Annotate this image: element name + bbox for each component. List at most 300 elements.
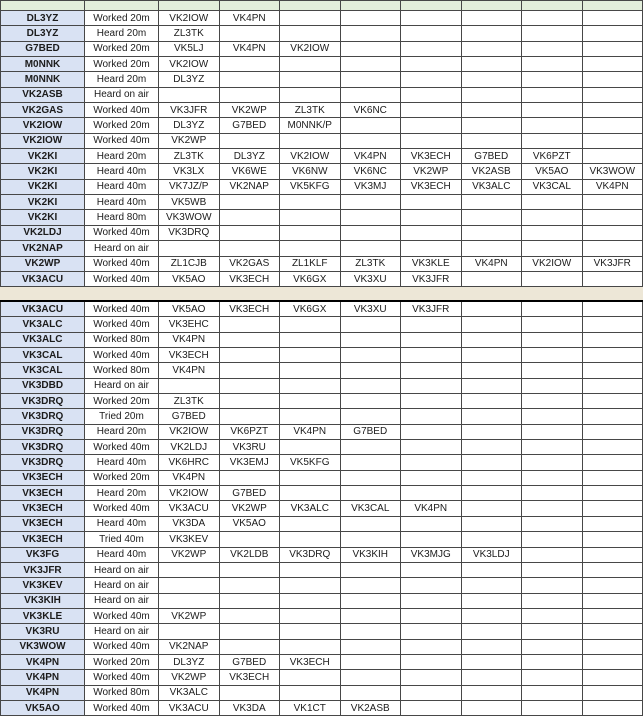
status-cell: Tried 40m xyxy=(85,532,159,547)
contact-cell xyxy=(401,241,462,256)
contact-cell xyxy=(582,532,643,547)
contact-cell xyxy=(401,470,462,485)
contact-cell xyxy=(461,700,522,715)
table-row xyxy=(1,470,643,485)
status-cell: Heard on air xyxy=(85,87,159,102)
contact-cell xyxy=(522,516,583,531)
status-cell: Heard 40m xyxy=(85,455,159,470)
contact-cell xyxy=(219,195,280,210)
contact-cell xyxy=(582,455,643,470)
contact-cell xyxy=(401,118,462,133)
contact-cell xyxy=(582,486,643,501)
contact-cell xyxy=(461,578,522,593)
table-row xyxy=(1,87,643,102)
status-cell: Worked 40m xyxy=(85,501,159,516)
contact-cell xyxy=(401,195,462,210)
contact-cell: ZL1KLF xyxy=(280,256,341,271)
contact-cell xyxy=(401,424,462,439)
contact-cell xyxy=(340,593,401,608)
contact-cell xyxy=(461,57,522,72)
table-row xyxy=(1,271,643,286)
table-row xyxy=(1,639,643,654)
contact-cell xyxy=(401,363,462,378)
callsign-cell: VK3DRQ xyxy=(1,455,85,470)
table-row xyxy=(1,501,643,516)
status-cell: Heard 40m xyxy=(85,547,159,562)
green-strip-cell xyxy=(159,1,220,11)
contact-cell: ZL3TK xyxy=(340,256,401,271)
callsign-cell: VK4PN xyxy=(1,654,85,669)
contact-cell xyxy=(401,654,462,669)
callsign-cell: VK2IOW xyxy=(1,118,85,133)
table-row xyxy=(1,486,643,501)
contact-cell: DL3YZ xyxy=(219,149,280,164)
contact-cell: VK4PN xyxy=(219,11,280,26)
contact-cell xyxy=(461,378,522,393)
contact-cell xyxy=(280,670,341,685)
contact-cell xyxy=(340,578,401,593)
contact-cell: VK6GX xyxy=(280,271,341,286)
table-row xyxy=(1,225,643,240)
table-row xyxy=(1,547,643,562)
contact-cell xyxy=(280,470,341,485)
contact-cell xyxy=(582,654,643,669)
table-row xyxy=(1,317,643,332)
contact-cell xyxy=(461,87,522,102)
table-row xyxy=(1,700,643,715)
contact-cell xyxy=(159,562,220,577)
contact-cell: DL3YZ xyxy=(159,118,220,133)
contact-cell xyxy=(461,301,522,317)
contact-cell: VK6NC xyxy=(340,103,401,118)
contact-cell xyxy=(522,670,583,685)
contact-cell xyxy=(280,332,341,347)
contact-cell xyxy=(401,532,462,547)
contact-cell: VK3JFR xyxy=(401,271,462,286)
green-strip-cell xyxy=(401,1,462,11)
callsign-cell: VK3CAL xyxy=(1,363,85,378)
contact-cell: VK3LX xyxy=(159,164,220,179)
status-cell: Heard on air xyxy=(85,578,159,593)
contact-cell xyxy=(522,363,583,378)
contact-cell xyxy=(340,118,401,133)
status-cell: Heard 80m xyxy=(85,210,159,225)
table-row xyxy=(1,103,643,118)
contact-cell xyxy=(219,608,280,623)
contact-cell xyxy=(219,57,280,72)
contact-cell xyxy=(280,440,341,455)
table-row xyxy=(1,149,643,164)
callsign-cell: DL3YZ xyxy=(1,11,85,26)
contact-cell: VK3CAL xyxy=(340,501,401,516)
callsign-cell: DL3YZ xyxy=(1,26,85,41)
contact-cell xyxy=(582,348,643,363)
contact-cell: VK6PZT xyxy=(522,149,583,164)
contact-cell xyxy=(280,72,341,87)
contact-cell xyxy=(280,593,341,608)
table-row xyxy=(1,593,643,608)
status-cell: Heard 20m xyxy=(85,424,159,439)
contact-cell xyxy=(401,57,462,72)
contact-cell: VK5AO xyxy=(219,516,280,531)
status-cell: Worked 20m xyxy=(85,470,159,485)
table-row xyxy=(1,164,643,179)
contact-cell xyxy=(280,394,341,409)
callsign-cell: VK3DBD xyxy=(1,378,85,393)
contact-cell xyxy=(219,72,280,87)
contact-cell: VK4PN xyxy=(159,332,220,347)
contact-cell xyxy=(219,532,280,547)
contact-cell xyxy=(219,87,280,102)
table-row xyxy=(1,210,643,225)
contact-cell: VK4PN xyxy=(219,41,280,56)
contact-cell xyxy=(159,241,220,256)
contact-cell: VK3KLE xyxy=(401,256,462,271)
status-cell: Worked 40m xyxy=(85,256,159,271)
contact-cell xyxy=(522,685,583,700)
status-cell: Worked 40m xyxy=(85,700,159,715)
contact-cell xyxy=(340,11,401,26)
contact-cell xyxy=(522,225,583,240)
contact-cell xyxy=(582,547,643,562)
contact-cell xyxy=(582,562,643,577)
status-cell: Heard 20m xyxy=(85,149,159,164)
contact-cell xyxy=(522,409,583,424)
table-row xyxy=(1,516,643,531)
contact-cell xyxy=(219,593,280,608)
contact-cell xyxy=(461,348,522,363)
contact-cell xyxy=(340,486,401,501)
contact-cell xyxy=(340,624,401,639)
contact-cell: VK5WB xyxy=(159,195,220,210)
table-row xyxy=(1,424,643,439)
contact-cell: VK2LDB xyxy=(219,547,280,562)
callsign-cell: VK3KIH xyxy=(1,593,85,608)
contact-cell: VK2WP xyxy=(219,103,280,118)
contact-cell xyxy=(401,378,462,393)
contact-cell: VK3ALC xyxy=(280,501,341,516)
callsign-cell: VK3ACU xyxy=(1,271,85,286)
contact-cell xyxy=(401,225,462,240)
contact-cell: VK6NC xyxy=(340,164,401,179)
contact-cell xyxy=(582,516,643,531)
contact-cell xyxy=(340,378,401,393)
callsign-cell: VK3DRQ xyxy=(1,409,85,424)
contact-cell xyxy=(461,195,522,210)
contact-cell xyxy=(340,470,401,485)
contact-cell: VK3XU xyxy=(340,301,401,317)
contact-cell: VK5AO xyxy=(159,301,220,317)
contact-cell: VK3LDJ xyxy=(461,547,522,562)
table-row xyxy=(1,41,643,56)
status-cell: Worked 20m xyxy=(85,41,159,56)
contact-cell xyxy=(522,332,583,347)
callsign-cell: VK2GAS xyxy=(1,103,85,118)
contact-cell xyxy=(461,562,522,577)
contact-cell xyxy=(280,516,341,531)
contact-cell xyxy=(280,608,341,623)
contact-cell: VK2IOW xyxy=(280,41,341,56)
contact-cell xyxy=(461,41,522,56)
contact-cell xyxy=(522,87,583,102)
contact-cell xyxy=(582,133,643,148)
contact-cell: VK2IOW xyxy=(522,256,583,271)
callsign-cell: VK2KI xyxy=(1,210,85,225)
contact-cell xyxy=(401,593,462,608)
contact-cell: VK3ALC xyxy=(159,685,220,700)
contact-cell xyxy=(340,225,401,240)
contact-cell: VK2GAS xyxy=(219,256,280,271)
contact-cell xyxy=(582,670,643,685)
status-cell: Heard on air xyxy=(85,241,159,256)
contact-cell xyxy=(461,225,522,240)
contact-cell xyxy=(219,685,280,700)
contact-cell xyxy=(340,670,401,685)
table-row xyxy=(1,348,643,363)
callsign-cell: VK3ALC xyxy=(1,317,85,332)
contact-cell xyxy=(582,593,643,608)
contact-cell xyxy=(461,639,522,654)
callsign-cell: VK2LDJ xyxy=(1,225,85,240)
contact-cell xyxy=(522,532,583,547)
contact-cell: VK3ALC xyxy=(461,179,522,194)
status-cell: Worked 20m xyxy=(85,11,159,26)
contact-cell xyxy=(582,624,643,639)
contact-cell: VK5AO xyxy=(159,271,220,286)
contact-cell xyxy=(340,409,401,424)
contact-cell xyxy=(582,41,643,56)
status-cell: Worked 40m xyxy=(85,317,159,332)
contact-cell: VK3ECH xyxy=(159,348,220,363)
contact-cell: VK2IOW xyxy=(159,11,220,26)
contact-cell xyxy=(582,363,643,378)
contact-cell xyxy=(401,562,462,577)
contact-cell xyxy=(401,11,462,26)
contact-cell xyxy=(280,317,341,332)
contact-cell xyxy=(219,363,280,378)
contact-cell xyxy=(582,409,643,424)
contact-cell xyxy=(522,455,583,470)
green-strip-cell xyxy=(582,1,643,11)
contact-cell: G7BED xyxy=(461,149,522,164)
contact-cell: VK4PN xyxy=(159,470,220,485)
contact-cell xyxy=(582,578,643,593)
green-strip-cell xyxy=(340,1,401,11)
callsign-cell: VK3ECH xyxy=(1,486,85,501)
callsign-cell: VK3KEV xyxy=(1,578,85,593)
contact-cell: VK2WP xyxy=(159,547,220,562)
contact-cell xyxy=(401,72,462,87)
contact-cell xyxy=(582,470,643,485)
contact-cell xyxy=(461,424,522,439)
contact-cell: VK3DA xyxy=(159,516,220,531)
contact-cell: VK3WOW xyxy=(159,210,220,225)
contact-cell xyxy=(280,685,341,700)
contact-cell xyxy=(461,11,522,26)
table-row xyxy=(1,654,643,669)
contact-cell xyxy=(401,394,462,409)
table-row xyxy=(1,624,643,639)
status-cell: Heard 20m xyxy=(85,72,159,87)
contact-cell xyxy=(461,72,522,87)
contact-cell xyxy=(401,103,462,118)
contact-cell xyxy=(582,195,643,210)
contact-cell xyxy=(219,348,280,363)
contact-cell: VK3JFR xyxy=(401,301,462,317)
contact-cell: VK3EMJ xyxy=(219,455,280,470)
contact-cell xyxy=(159,624,220,639)
contact-cell xyxy=(280,378,341,393)
contact-cell: VK3ACU xyxy=(159,501,220,516)
contact-cell: G7BED xyxy=(159,409,220,424)
contact-cell xyxy=(401,87,462,102)
contact-cell xyxy=(340,26,401,41)
contact-cell: ZL3TK xyxy=(159,149,220,164)
contact-cell: VK3MJ xyxy=(340,179,401,194)
contact-cell: VK3JFR xyxy=(159,103,220,118)
contact-cell xyxy=(461,332,522,347)
status-cell: Worked 20m xyxy=(85,118,159,133)
contact-cell xyxy=(340,654,401,669)
table-row xyxy=(1,532,643,547)
status-cell: Heard on air xyxy=(85,624,159,639)
contact-cell: VK6WE xyxy=(219,164,280,179)
contact-cell xyxy=(401,317,462,332)
status-cell: Worked 20m xyxy=(85,654,159,669)
contact-cell xyxy=(340,639,401,654)
contact-cell xyxy=(582,608,643,623)
contact-cell: G7BED xyxy=(340,424,401,439)
callsign-cell: VK4PN xyxy=(1,670,85,685)
status-cell: Heard on air xyxy=(85,562,159,577)
contact-cell xyxy=(401,685,462,700)
contact-cell xyxy=(340,332,401,347)
contact-cell xyxy=(401,670,462,685)
contact-cell xyxy=(582,332,643,347)
contact-cell xyxy=(401,639,462,654)
contact-cell xyxy=(582,394,643,409)
green-strip-cell xyxy=(85,1,159,11)
contact-cell xyxy=(280,26,341,41)
callsign-cell: M0NNK xyxy=(1,57,85,72)
contact-cell: VK2IOW xyxy=(159,486,220,501)
contact-cell xyxy=(582,87,643,102)
contact-cell xyxy=(340,440,401,455)
contact-cell xyxy=(461,455,522,470)
upper-log-table xyxy=(0,0,641,285)
contact-cell xyxy=(401,440,462,455)
contact-cell xyxy=(461,486,522,501)
contact-cell xyxy=(219,26,280,41)
contact-cell xyxy=(582,149,643,164)
contact-cell xyxy=(280,562,341,577)
contact-cell xyxy=(522,470,583,485)
callsign-cell: VK3JFR xyxy=(1,562,85,577)
contact-cell xyxy=(522,378,583,393)
contact-cell xyxy=(401,486,462,501)
lower-log-table xyxy=(0,300,641,714)
contact-cell xyxy=(582,639,643,654)
contact-cell xyxy=(219,378,280,393)
contact-cell xyxy=(219,409,280,424)
status-cell: Heard on air xyxy=(85,593,159,608)
contact-cell: VK2NAP xyxy=(159,639,220,654)
status-cell: Worked 40m xyxy=(85,639,159,654)
table-row xyxy=(1,133,643,148)
contact-cell xyxy=(219,332,280,347)
green-strip-cell xyxy=(522,1,583,11)
contact-cell xyxy=(340,455,401,470)
contact-cell xyxy=(522,562,583,577)
contact-cell xyxy=(461,670,522,685)
contact-cell: VK3ECH xyxy=(219,670,280,685)
contact-cell xyxy=(340,363,401,378)
contact-cell xyxy=(582,685,643,700)
callsign-cell: VK3ECH xyxy=(1,470,85,485)
contact-cell xyxy=(461,440,522,455)
contact-cell xyxy=(280,409,341,424)
callsign-cell: VK2WP xyxy=(1,256,85,271)
contact-cell xyxy=(280,87,341,102)
table-row xyxy=(1,670,643,685)
contact-cell xyxy=(461,103,522,118)
contact-cell: VK3EHC xyxy=(159,317,220,332)
contact-cell xyxy=(461,516,522,531)
table-row xyxy=(1,578,643,593)
contact-cell: VK2NAP xyxy=(219,179,280,194)
contact-cell xyxy=(522,72,583,87)
contact-cell xyxy=(461,624,522,639)
status-cell: Heard 20m xyxy=(85,486,159,501)
contact-cell xyxy=(522,424,583,439)
contact-cell xyxy=(582,72,643,87)
contact-cell xyxy=(522,593,583,608)
contact-cell xyxy=(461,241,522,256)
contact-cell xyxy=(582,103,643,118)
contact-cell xyxy=(159,578,220,593)
contact-cell: VK3MJG xyxy=(401,547,462,562)
green-strip-cell xyxy=(219,1,280,11)
contact-cell: VK3ACU xyxy=(159,700,220,715)
contact-cell: G7BED xyxy=(219,486,280,501)
callsign-cell: VK3DRQ xyxy=(1,440,85,455)
contact-cell: VK2IOW xyxy=(159,424,220,439)
contact-cell xyxy=(401,210,462,225)
status-cell: Worked 40m xyxy=(85,348,159,363)
contact-cell: VK3WOW xyxy=(582,164,643,179)
contact-cell xyxy=(340,195,401,210)
callsign-cell: VK3DRQ xyxy=(1,424,85,439)
callsign-cell: VK3ACU xyxy=(1,301,85,317)
contact-cell: M0NNK/P xyxy=(280,118,341,133)
table-row xyxy=(1,118,643,133)
contact-cell xyxy=(340,348,401,363)
contact-cell: VK2IOW xyxy=(159,57,220,72)
contact-cell xyxy=(461,470,522,485)
contact-cell xyxy=(401,41,462,56)
contact-cell xyxy=(159,378,220,393)
contact-cell: VK3JFR xyxy=(582,256,643,271)
contact-cell xyxy=(522,103,583,118)
contact-cell: VK4PN xyxy=(401,501,462,516)
contact-cell: VK6NW xyxy=(280,164,341,179)
callsign-cell: VK2KI xyxy=(1,149,85,164)
contact-cell: VK5LJ xyxy=(159,41,220,56)
contact-cell xyxy=(522,26,583,41)
table-row xyxy=(1,11,643,26)
table-row xyxy=(1,608,643,623)
contact-cell xyxy=(461,685,522,700)
